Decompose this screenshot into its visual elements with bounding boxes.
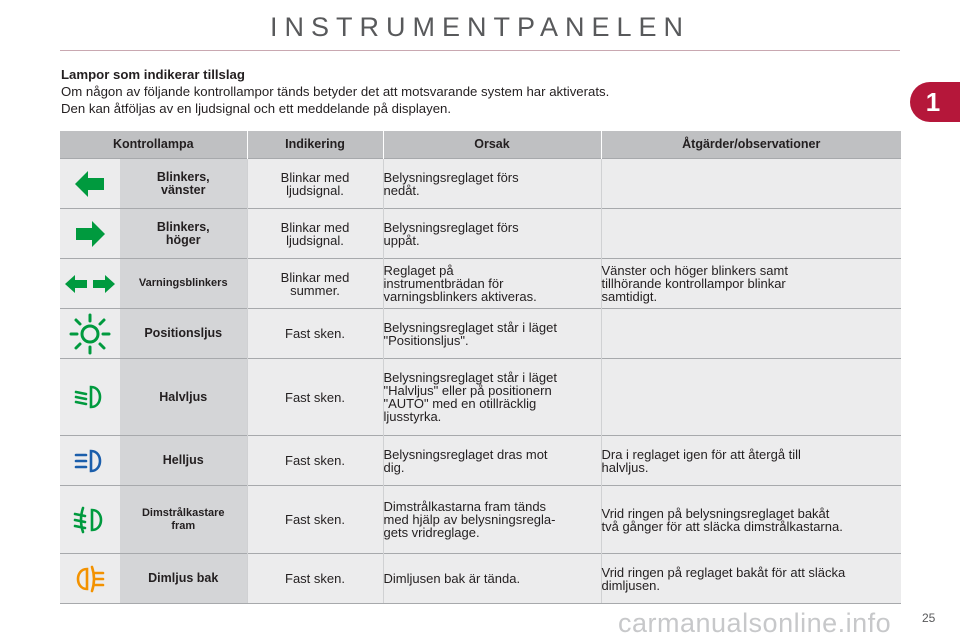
table-row [60, 359, 901, 436]
cause: Belysningsreglaget står i läget "Positionsljus". [383, 309, 601, 359]
table-row [60, 259, 901, 309]
indication: Fast sken. [247, 436, 383, 486]
intro-text [61, 66, 609, 117]
title-divider [60, 50, 900, 51]
intro-line-1: Om någon av följande kontrollampor tänds betyder det att motsvarande system har aktiverats. [61, 84, 610, 99]
action: Vrid ringen på reglaget bakåt för att släcka dimljusen. [601, 554, 901, 604]
section-heading: Lampor som indikerar tillslag [61, 67, 245, 82]
lamp-icon-cell [60, 309, 120, 359]
table-row [60, 554, 901, 604]
header-orsak: Orsak [383, 131, 601, 159]
lamp-name: Varningsblinkers [120, 259, 247, 309]
action [601, 359, 901, 436]
lamp-name: Blinkers, vänster [120, 159, 247, 209]
hazard-arrows-icon [64, 272, 116, 296]
watermark: carmanualsonline.info [618, 608, 892, 638]
header-indikering: Indikering [247, 131, 383, 159]
indication: Fast sken. [247, 486, 383, 554]
lamp-name: Dimstrålkastare fram [120, 486, 247, 554]
table-row [60, 486, 901, 554]
lamp-name: Dimljus bak [120, 554, 247, 604]
right-arrow-icon [73, 217, 107, 251]
indication: Blinkar med summer. [247, 259, 383, 309]
indicator-lamp-table [60, 131, 901, 604]
table-row [60, 209, 901, 259]
lamp-name: Halvljus [120, 359, 247, 436]
page-number: 25 [922, 611, 936, 625]
header-atgarder: Åtgärder/observationer [601, 131, 901, 159]
rear-fog-icon [75, 565, 105, 593]
cause: Belysningsreglaget förs uppåt. [383, 209, 601, 259]
table-header-row [60, 131, 901, 159]
chapter-tab: 1 [910, 82, 960, 122]
lamp-name: Positionsljus [120, 309, 247, 359]
front-fog-icon [72, 506, 108, 534]
indication: Fast sken. [247, 309, 383, 359]
cause: Belysningsreglaget dras mot dig. [383, 436, 601, 486]
table-row [60, 436, 901, 486]
action: Vänster och höger blinkers samt tillhörande kontrollampor blinkar samtidigt. [601, 259, 901, 309]
lamp-icon-cell [60, 259, 120, 309]
indication: Blinkar med ljudsignal. [247, 209, 383, 259]
lamp-icon-cell [60, 486, 120, 554]
indication: Fast sken. [247, 359, 383, 436]
low-beam-icon [73, 384, 107, 410]
intro-line-2: Den kan åtföljas av en ljudsignal och ett meddelande på displayen. [61, 101, 452, 116]
high-beam-icon [73, 448, 107, 474]
lamp-icon-cell [60, 436, 120, 486]
table-row [60, 309, 901, 359]
cause: Belysningsreglaget förs nedåt. [383, 159, 601, 209]
lamp-icon-cell [60, 159, 120, 209]
cause: Dimstrålkastarna fram tänds med hjälp av belysningsregla- gets vridreglage. [383, 486, 601, 554]
header-kontrollampa: Kontrollampa [60, 131, 247, 159]
table-row [60, 159, 901, 209]
lamp-icon-cell [60, 359, 120, 436]
action [601, 209, 901, 259]
action [601, 159, 901, 209]
lamp-icon-cell [60, 554, 120, 604]
lamp-icon-cell [60, 209, 120, 259]
page-title: INSTRUMENTPANELEN [269, 12, 691, 42]
indication: Blinkar med ljudsignal. [247, 159, 383, 209]
cause: Belysningsreglaget står i läget "Halvljus" eller på positionern "AUTO" med en otillräcklig ljusstyrka. [383, 359, 601, 436]
action: Vrid ringen på belysningsreglaget bakåt två gånger för att släcka dimstrålkastarna. [601, 486, 901, 554]
cause: Dimljusen bak är tända. [383, 554, 601, 604]
action [601, 309, 901, 359]
position-light-icon [69, 313, 111, 355]
cause: Reglaget på instrumentbrädan för varningsblinkers aktiveras. [383, 259, 601, 309]
lamp-name: Blinkers, höger [120, 209, 247, 259]
indication: Fast sken. [247, 554, 383, 604]
lamp-name: Helljus [120, 436, 247, 486]
left-arrow-icon [73, 167, 107, 201]
action: Dra i reglaget igen för att återgå till halvljus. [601, 436, 901, 486]
